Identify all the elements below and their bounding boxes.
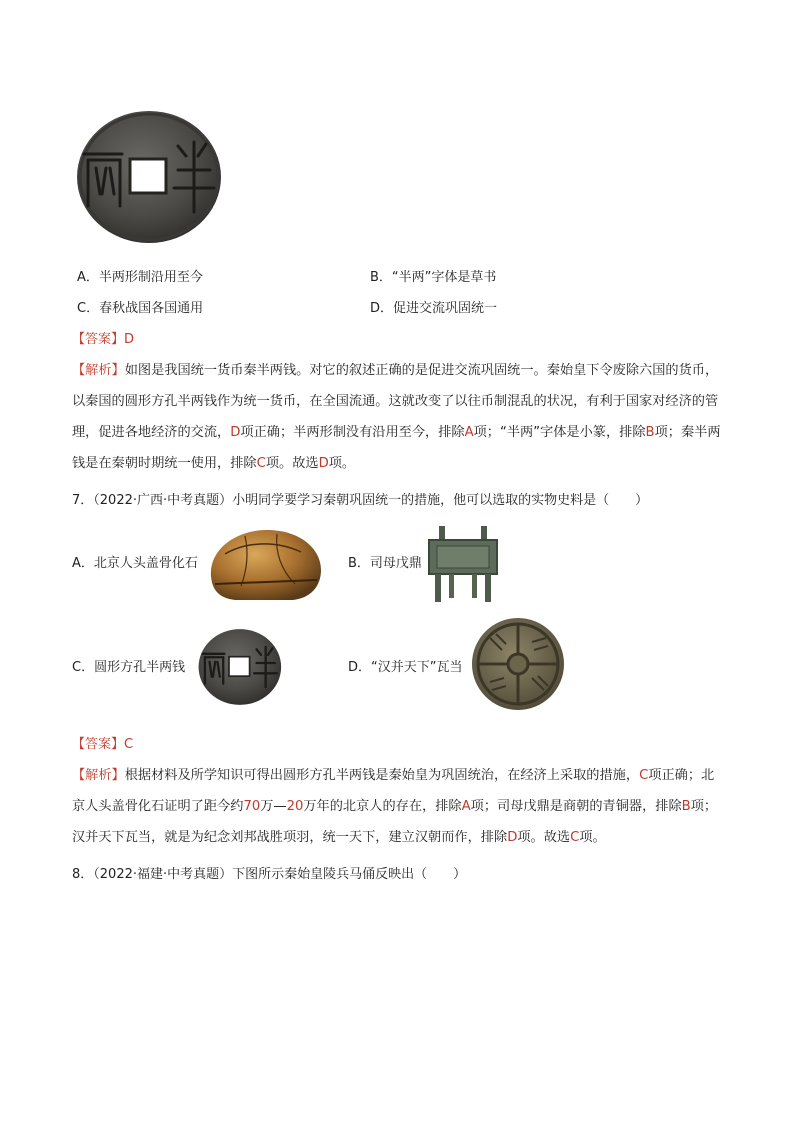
analysis-segment: 项。 (579, 830, 606, 845)
highlight-text: D (230, 425, 241, 440)
simuwu-ding-image (425, 524, 501, 604)
answer-value: C (124, 737, 134, 752)
answer-value: D (124, 332, 135, 347)
highlight-text: B (645, 425, 655, 440)
answer-label: 【答案】 (72, 737, 125, 752)
q7-option-b: B．司母戊鼎 (348, 556, 422, 571)
peking-man-skull-image (205, 524, 325, 604)
analysis-segment: 项。故选 (265, 456, 319, 471)
q7-option-d: D．“汉并天下”瓦当 (348, 660, 463, 675)
ban-liang-coin-small-image (198, 624, 284, 710)
analysis-segment: 项；“半两”字体是小篆，排除 (473, 425, 646, 440)
q6-option-b: B．“半两”字体是草书 (370, 270, 497, 285)
highlight-text: B (681, 799, 691, 814)
analysis-segment: 万年的北京人的存在，排除 (303, 799, 462, 814)
analysis-segment: 项；司母戊鼎是商朝的青铜器，排除 (470, 799, 682, 814)
analysis-label: 【解析】 (72, 768, 125, 783)
analysis-text (72, 768, 717, 845)
q6-analysis (72, 355, 722, 479)
analysis-segment: 项正确；半两形制没有沿用至今，排除 (240, 425, 465, 440)
q7-option-a: A．北京人头盖骨化石 (72, 556, 198, 571)
analysis-segment: 根据材料及所学知识可得出圆形方孔半两钱是秦始皇为巩固统治，在经济上采取的措施， (124, 768, 640, 783)
han-tile-end-image (470, 616, 566, 712)
highlight-text: D (318, 456, 329, 471)
highlight-text: C (570, 830, 580, 845)
answer-label: 【答案】 (72, 332, 125, 347)
q6-answer (72, 332, 134, 348)
analysis-segment: 项正确；北京人头盖骨化石证明了距今约 (72, 768, 715, 814)
analysis-segment: 项；汉并天下瓦当，就是为纪念刘邦战胜项羽，统一天下，建立汉朝而作，排除 (72, 799, 718, 845)
analysis-segment: 如图是我国统一货币秦半两钱。对它的叙述正确的是促进交流巩固统一。秦始皇下令废除六国的货币，以秦国的圆形方孔半两钱作为统一货币，在全国流通。这就改变了以往币制混乱的状况，有利于国家对经济的管理，促进各地经济的交流， (72, 363, 719, 440)
q8-stem: 8．（2022·福建·中考真题）下图所示秦始皇陵兵马俑反映出（ ） (72, 867, 467, 882)
analysis-segment: 万— (260, 799, 287, 814)
q7-stem: 7．（2022·广西·中考真题）小明同学要学习秦朝巩固统一的措施，他可以选取的实物史料是（ ） (72, 493, 649, 508)
analysis-segment: 项；秦半两钱是在秦朝时期统一使用，排除 (72, 425, 721, 471)
q7-option-c: C．圆形方孔半两钱 (72, 660, 186, 675)
highlight-text: A (464, 425, 474, 440)
q6-option-a: A．半两形制沿用至今 (77, 270, 203, 285)
analysis-segment: 项。故选 (517, 830, 571, 845)
q6-option-d: D．促进交流巩固统一 (370, 301, 498, 316)
highlight-text: C (639, 768, 649, 783)
q7-analysis (72, 760, 722, 853)
analysis-segment: 项。 (328, 456, 356, 471)
analysis-text (72, 363, 721, 471)
q7-answer (72, 737, 133, 753)
q6-option-c: C．春秋战国各国通用 (77, 301, 204, 316)
highlight-text: A (461, 799, 471, 814)
highlight-text: 20 (286, 799, 304, 814)
highlight-text: 70 (243, 799, 261, 814)
analysis-label: 【解析】 (72, 363, 125, 378)
ban-liang-coin-image (76, 110, 226, 244)
highlight-text: C (256, 456, 266, 471)
highlight-text: D (507, 830, 518, 845)
